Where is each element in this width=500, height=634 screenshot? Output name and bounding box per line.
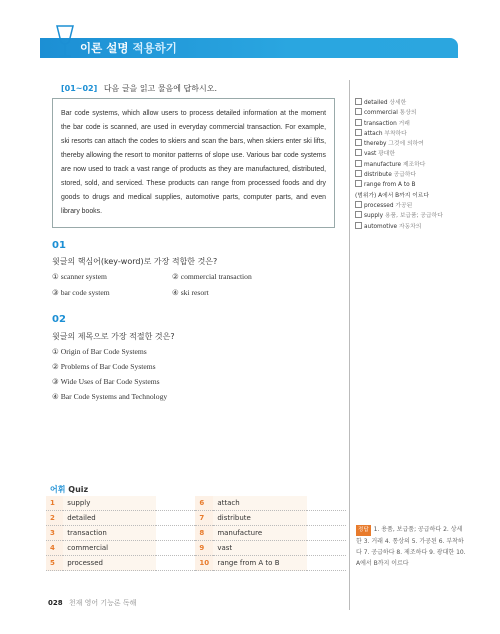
- quiz-number: 5: [46, 556, 63, 571]
- vocab-meaning: 통상의: [397, 110, 417, 117]
- vocab-item: [355, 98, 465, 108]
- vocab-quiz-table: [46, 496, 346, 571]
- vocab-item: [355, 170, 465, 180]
- vocab-meaning: 제조하다: [401, 161, 426, 168]
- glass-icon: [54, 24, 76, 60]
- vocab-meaning: 거래: [396, 120, 410, 127]
- quiz-answer-blank[interactable]: [307, 511, 346, 526]
- question-1-text: 윗글의 핵심어(key-word)로 가장 적합한 것은?: [52, 257, 218, 266]
- vocab-meaning: 용품, 보급품; 공급하다: [383, 213, 443, 220]
- vocab-word: (범위가) A에서 B까지 이르다: [355, 192, 429, 199]
- section-title: [80, 40, 177, 56]
- question-2-option-3[interactable]: ③ Wide Uses of Bar Code Systems: [52, 377, 160, 386]
- quiz-icon: 어휘: [50, 485, 66, 494]
- vocab-word: detailed: [364, 100, 388, 106]
- checkbox-icon: [355, 170, 362, 177]
- vocab-word: processed: [364, 202, 394, 209]
- quiz-number: 1: [46, 496, 63, 511]
- quiz-label-text: Quiz: [68, 485, 89, 494]
- question-2-option-4[interactable]: ④ Bar Code Systems and Technology: [52, 392, 168, 401]
- quiz-word: supply: [63, 496, 156, 511]
- page-number: 028: [48, 599, 63, 607]
- sidebar-divider: [349, 80, 350, 610]
- checkbox-icon: [355, 211, 362, 218]
- quiz-answer-blank[interactable]: [156, 541, 195, 556]
- vocab-item: [355, 211, 465, 221]
- quiz-answer-blank[interactable]: [307, 541, 346, 556]
- checkbox-icon: [355, 201, 362, 208]
- vocab-word: vast: [364, 151, 377, 158]
- question-1-option-4[interactable]: ④ ski resort: [172, 288, 209, 297]
- quiz-word: processed: [63, 556, 156, 571]
- quiz-word: range from A to B: [213, 556, 307, 571]
- reading-passage: Bar code systems, which allow users to process detailed information at the moment the bar code is scanned, are used in everyday commercial transaction. For example, ski resorts can attach the codes to skiers and scan the bars, when skiers enter ski lifts, thereby allowing the resort to monitor patterns of slope use. Various bar code systems are now used to track a vast range of products as they are manufactured, distributed, stored, sold, and serviced. These products can range from processed foods and dry goods to drugs and medical supplies, automotive parts, computer parts, and even library books.: [52, 98, 335, 228]
- checkbox-icon: [355, 129, 362, 136]
- vocab-word: distribute: [364, 172, 392, 179]
- quiz-word: commercial: [63, 541, 156, 556]
- question-2-text: 윗글의 제목으로 가장 적절한 것은?: [52, 332, 175, 341]
- question-1-option-2[interactable]: ② commercial transaction: [172, 272, 252, 281]
- vocab-meaning: 광대한: [376, 151, 395, 158]
- checkbox-icon: [355, 180, 362, 187]
- quiz-number: 7: [195, 511, 213, 526]
- question-2-option-2[interactable]: ② Problems of Bar Code Systems: [52, 362, 156, 371]
- quiz-row: [46, 526, 346, 541]
- quiz-answer-blank[interactable]: [307, 526, 346, 541]
- vocab-item: [355, 191, 465, 201]
- question-1-option-1[interactable]: ① scanner system: [52, 272, 107, 281]
- checkbox-icon: [355, 160, 362, 167]
- question-2-number: 02: [52, 314, 66, 325]
- quiz-answer-blank[interactable]: [156, 511, 195, 526]
- vocab-item: [355, 201, 465, 211]
- vocab-word: manufacture: [364, 161, 402, 168]
- quiz-word: detailed: [63, 511, 156, 526]
- quiz-answer-blank[interactable]: [307, 556, 346, 571]
- quiz-row: [46, 541, 346, 556]
- question-instruction: [61, 83, 217, 94]
- quiz-row: [46, 496, 346, 511]
- quiz-word: transaction: [63, 526, 156, 541]
- vocab-item: [355, 180, 465, 190]
- vocab-meaning: 공급하다: [391, 172, 417, 179]
- checkbox-icon: [355, 139, 362, 146]
- vocab-word: commercial: [364, 110, 398, 117]
- question-1-option-3[interactable]: ③ bar code system: [52, 288, 110, 297]
- quiz-number: 8: [195, 526, 213, 541]
- vocab-item: [355, 149, 465, 159]
- answer-text: 1. 용품, 보급품; 공급하다 2. 상세한 3. 거래 4. 통상의 5. 가공된 6. 부착하다 7. 공급하다 8. 제조하다 9. 광대한 10. A에서 B까지 이르다: [356, 526, 466, 567]
- checkbox-icon: [355, 98, 362, 105]
- vocab-meaning: 상세한: [387, 100, 407, 106]
- vocab-meaning: 부착하다: [382, 130, 407, 137]
- vocab-meaning: 자동차의: [397, 223, 422, 230]
- vocab-word: range from A to B: [364, 182, 416, 189]
- vocab-quiz-label: [50, 484, 88, 495]
- quiz-word: distribute: [213, 511, 307, 526]
- checkbox-icon: [355, 222, 362, 229]
- quiz-number: 2: [46, 511, 63, 526]
- quiz-number: 9: [195, 541, 213, 556]
- section-title-main: 이론 설명: [80, 41, 129, 55]
- vocab-word: automotive: [364, 223, 398, 230]
- checkbox-icon: [355, 119, 362, 126]
- checkbox-icon: [355, 108, 362, 115]
- vocab-item: [355, 108, 465, 118]
- series-title: 천재 영어 기능론 독해: [68, 599, 137, 607]
- vocab-word: thereby: [364, 141, 387, 148]
- vocab-item: [355, 222, 465, 232]
- quiz-number: 3: [46, 526, 63, 541]
- quiz-row: [46, 556, 346, 571]
- quiz-word: manufacture: [213, 526, 307, 541]
- quiz-answer-blank[interactable]: [156, 526, 195, 541]
- quiz-row: [46, 511, 346, 526]
- instruction-text: 다음 글을 읽고 물음에 답하시오.: [103, 84, 218, 93]
- vocab-word: attach: [364, 130, 383, 137]
- quiz-word: attach: [213, 496, 307, 511]
- quiz-answer-blank[interactable]: [156, 556, 195, 571]
- vocab-meaning: 그것에 의하여: [386, 141, 424, 148]
- vocab-word: transaction: [364, 120, 397, 127]
- vocab-item: [355, 119, 465, 129]
- page-footer: [48, 598, 136, 608]
- quiz-number: 10: [195, 556, 213, 571]
- question-2-option-1[interactable]: ① Origin of Bar Code Systems: [52, 347, 147, 356]
- vocab-item: [355, 160, 465, 170]
- vocab-list: [355, 98, 465, 232]
- vocab-item: [355, 139, 465, 149]
- vocab-meaning: 가공된: [393, 202, 413, 209]
- quiz-number: 6: [195, 496, 213, 511]
- section-title-sub: 적용하기: [132, 41, 177, 55]
- question-range: [01~02]: [61, 84, 98, 93]
- quiz-answer-blank[interactable]: [156, 496, 195, 511]
- quiz-number: 4: [46, 541, 63, 556]
- vocab-item: [355, 129, 465, 139]
- vocab-word: supply: [364, 213, 384, 220]
- quiz-answer-blank[interactable]: [307, 496, 346, 511]
- answer-tag: 정답: [356, 525, 371, 536]
- checkbox-icon: [355, 149, 362, 156]
- answer-key: [356, 524, 466, 569]
- quiz-word: vast: [213, 541, 307, 556]
- question-1-number: 01: [52, 240, 66, 251]
